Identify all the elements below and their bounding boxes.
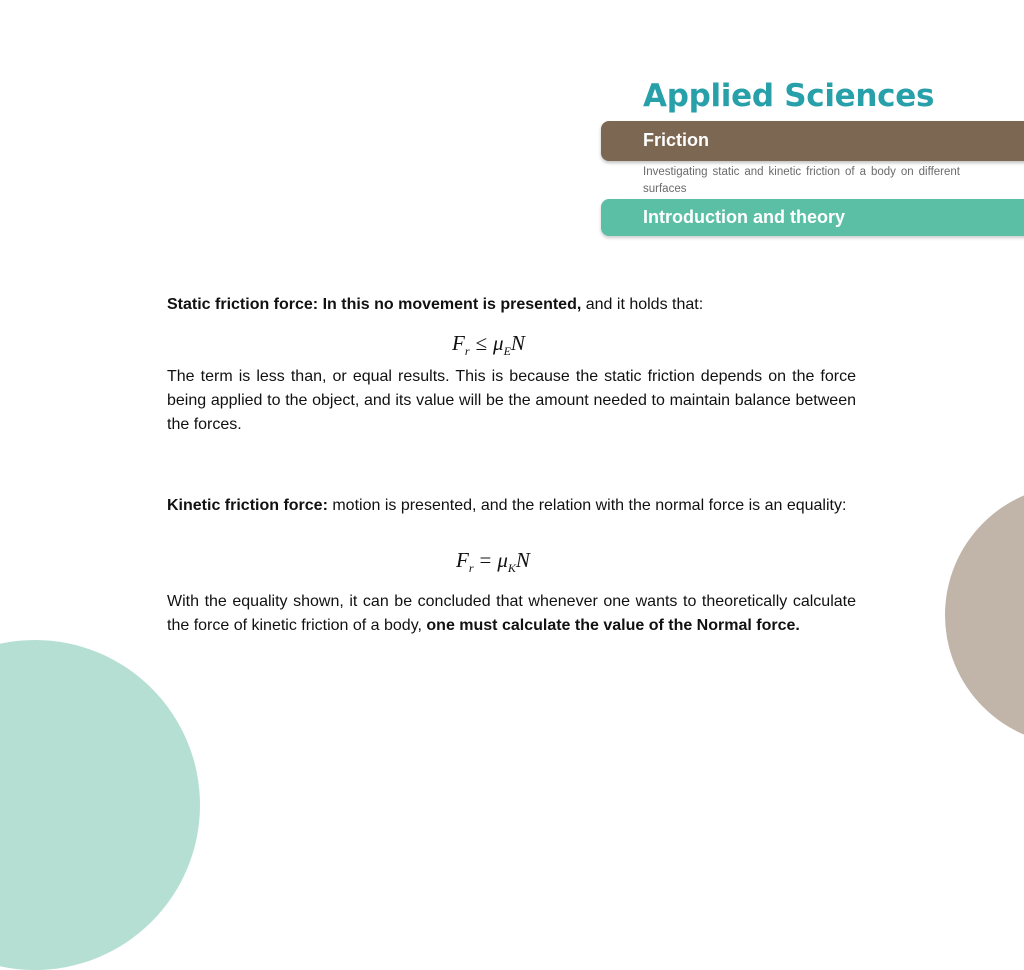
static-friction-heading: Static friction force: In this no movement is presented, (167, 296, 582, 313)
eq-kinetic-operator: = (479, 548, 492, 572)
eq-kinetic-rhs: N (515, 548, 530, 572)
static-friction-explanation: The term is less than, or equal results. This is because the static friction depends on the force being applied to the object, and its value will be the amount needed to maintain balance between the forces. (167, 368, 856, 433)
topic-title: Friction (643, 130, 709, 150)
decorative-circle-left (0, 640, 200, 970)
eq-static-coefficient-sub: E (503, 344, 511, 359)
decorative-circle-right (945, 485, 1024, 745)
kinetic-friction-heading: Kinetic friction force: (167, 497, 328, 514)
kinetic-friction-conclusion (167, 590, 856, 638)
eq-static-coefficient: μ (493, 331, 504, 355)
eq-static-lhs-sub: r (464, 344, 470, 359)
eq-static-lhs: F (452, 331, 465, 355)
topic-subtitle: Investigating static and kinetic friction of a body on different surfaces (643, 166, 960, 195)
static-friction-equation (452, 331, 525, 359)
kinetic-friction-equation (456, 548, 530, 576)
kinetic-conclusion-emphasis: one must calculate the value of the Normal force. (426, 617, 800, 634)
eq-static-rhs: N (510, 331, 525, 355)
static-friction-lead (167, 293, 856, 317)
eq-static-operator: ≤ (475, 331, 488, 355)
kinetic-conclusion-text: With the equality shown, it can be concluded that whenever one wants to theoretically calculate the force of kinetic friction of a body, (167, 593, 856, 634)
kinetic-friction-lead (167, 494, 856, 518)
brand-title: Applied Sciences (643, 78, 935, 114)
kinetic-friction-lead-text: motion is presented, and the relation with the normal force is an equality: (327, 497, 847, 514)
section-banner (601, 199, 1024, 236)
eq-kinetic-lhs: F (456, 548, 469, 572)
eq-kinetic-lhs-sub: r (468, 561, 474, 576)
eq-kinetic-coefficient: μ (497, 548, 508, 572)
topic-banner (601, 121, 1024, 161)
static-friction-lead-text: and it holds that: (581, 296, 704, 313)
section-title: Introduction and theory (643, 207, 845, 227)
eq-kinetic-coefficient-sub: K (507, 561, 516, 576)
